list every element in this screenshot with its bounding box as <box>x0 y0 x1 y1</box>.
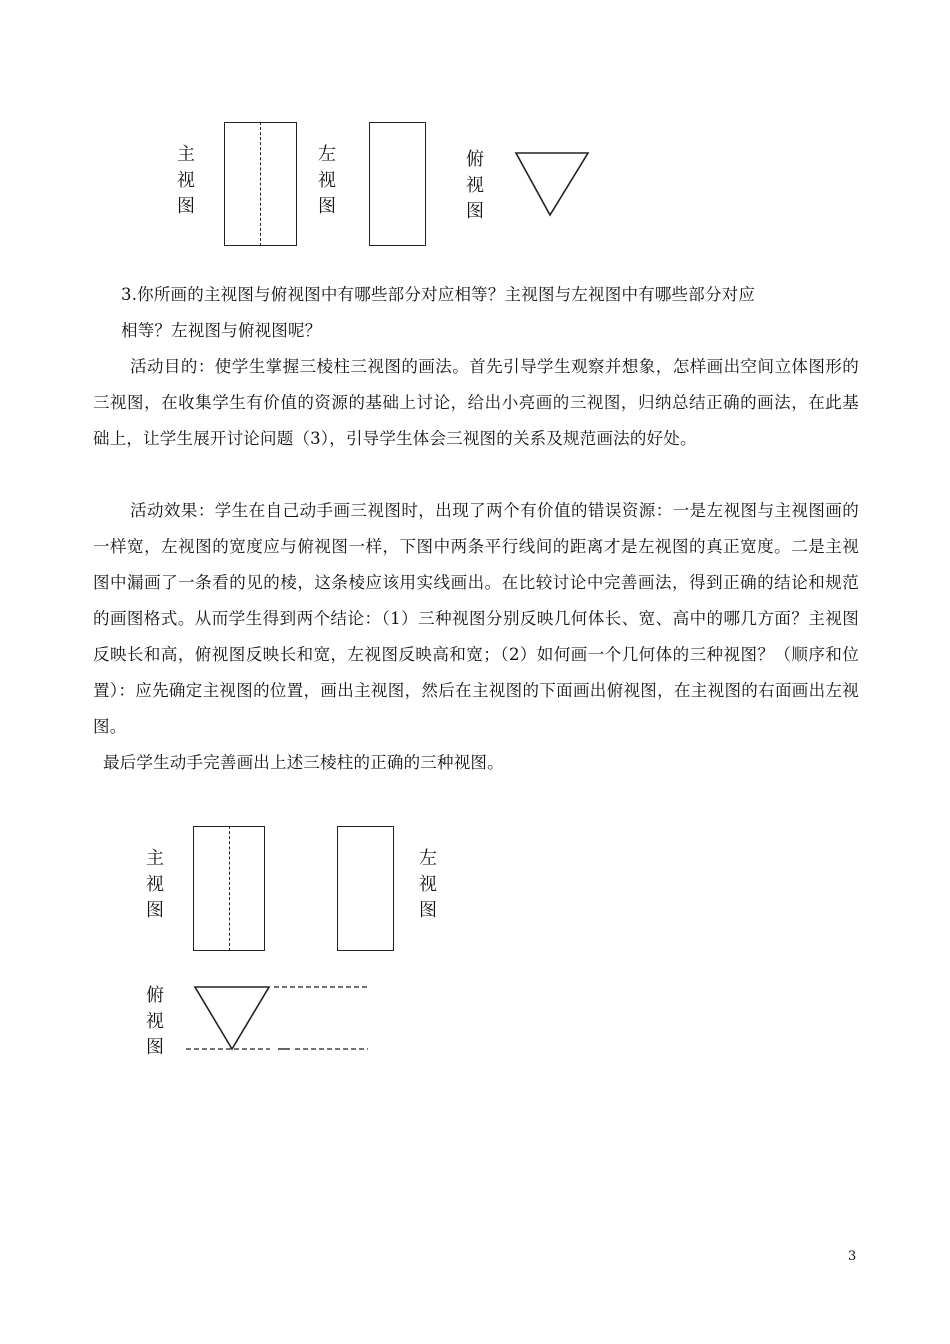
front-view-dashed-edge <box>229 826 230 951</box>
left-view-label: 左 视 图 <box>419 848 437 921</box>
top-view-label: 俯 视 图 <box>466 149 484 222</box>
activity-effect-paragraph: 活动效果：学生在自己动手画三视图时，出现了两个有价值的错误资源：一是左视图与主视图画的一样宽，左视图的宽度应与俯视图一样，下图中两条平行线间的距离才是左视图的真正宽度。二是主视图中漏画了一条看的见的棱，这条棱应该用实线画出。在比较讨论中完善画法，得到正确的结论和规范的画图格式。从而学生得到两个结论：（1）三种视图分别反映几何体长、宽、高中的哪几方面？主视图反映长和高，俯视图反映长和宽，左视图反映高和宽；（2）如何画一个几何体的三种视图？（顺序和位置）：应先确定主视图的位置，画出主视图，然后在主视图的下面画出俯视图，在主视图的右面画出左视图。 <box>93 501 859 736</box>
top-view-triangle <box>195 987 269 1049</box>
top-view-triangle-with-guides <box>180 980 380 1060</box>
left-view-rect <box>369 122 426 246</box>
activity-purpose-paragraph: 活动目的：使学生掌握三棱柱三视图的画法。首先引导学生观察并想象，怎样画出空间立体图形的三视图，在收集学生有价值的资源的基础上讨论，给出小亮画的三视图，归纳总结正确的画法，在此基础上，让学生展开讨论问题（3），引导学生体会三视图的关系及规范画法的好处。 <box>93 357 859 448</box>
left-view-label: 左 视 图 <box>318 144 336 217</box>
top-view-label: 俯 视 图 <box>146 985 164 1058</box>
question-paragraph: 3.你所画的主视图与俯视图中有哪些部分对应相等？主视图与左视图中有哪些部分对应 相等？左视图与俯视图呢？ <box>121 285 756 340</box>
front-view-label: 主 视 图 <box>146 848 164 921</box>
page-number: 3 <box>848 1249 857 1264</box>
top-view-triangle <box>510 148 590 220</box>
front-view-label: 主 视 图 <box>177 144 195 217</box>
final-line: 最后学生动手完善画出上述三棱柱的正确的三种视图。 <box>103 753 504 772</box>
left-view-rect <box>337 826 394 951</box>
front-view-dashed-edge <box>260 122 261 246</box>
